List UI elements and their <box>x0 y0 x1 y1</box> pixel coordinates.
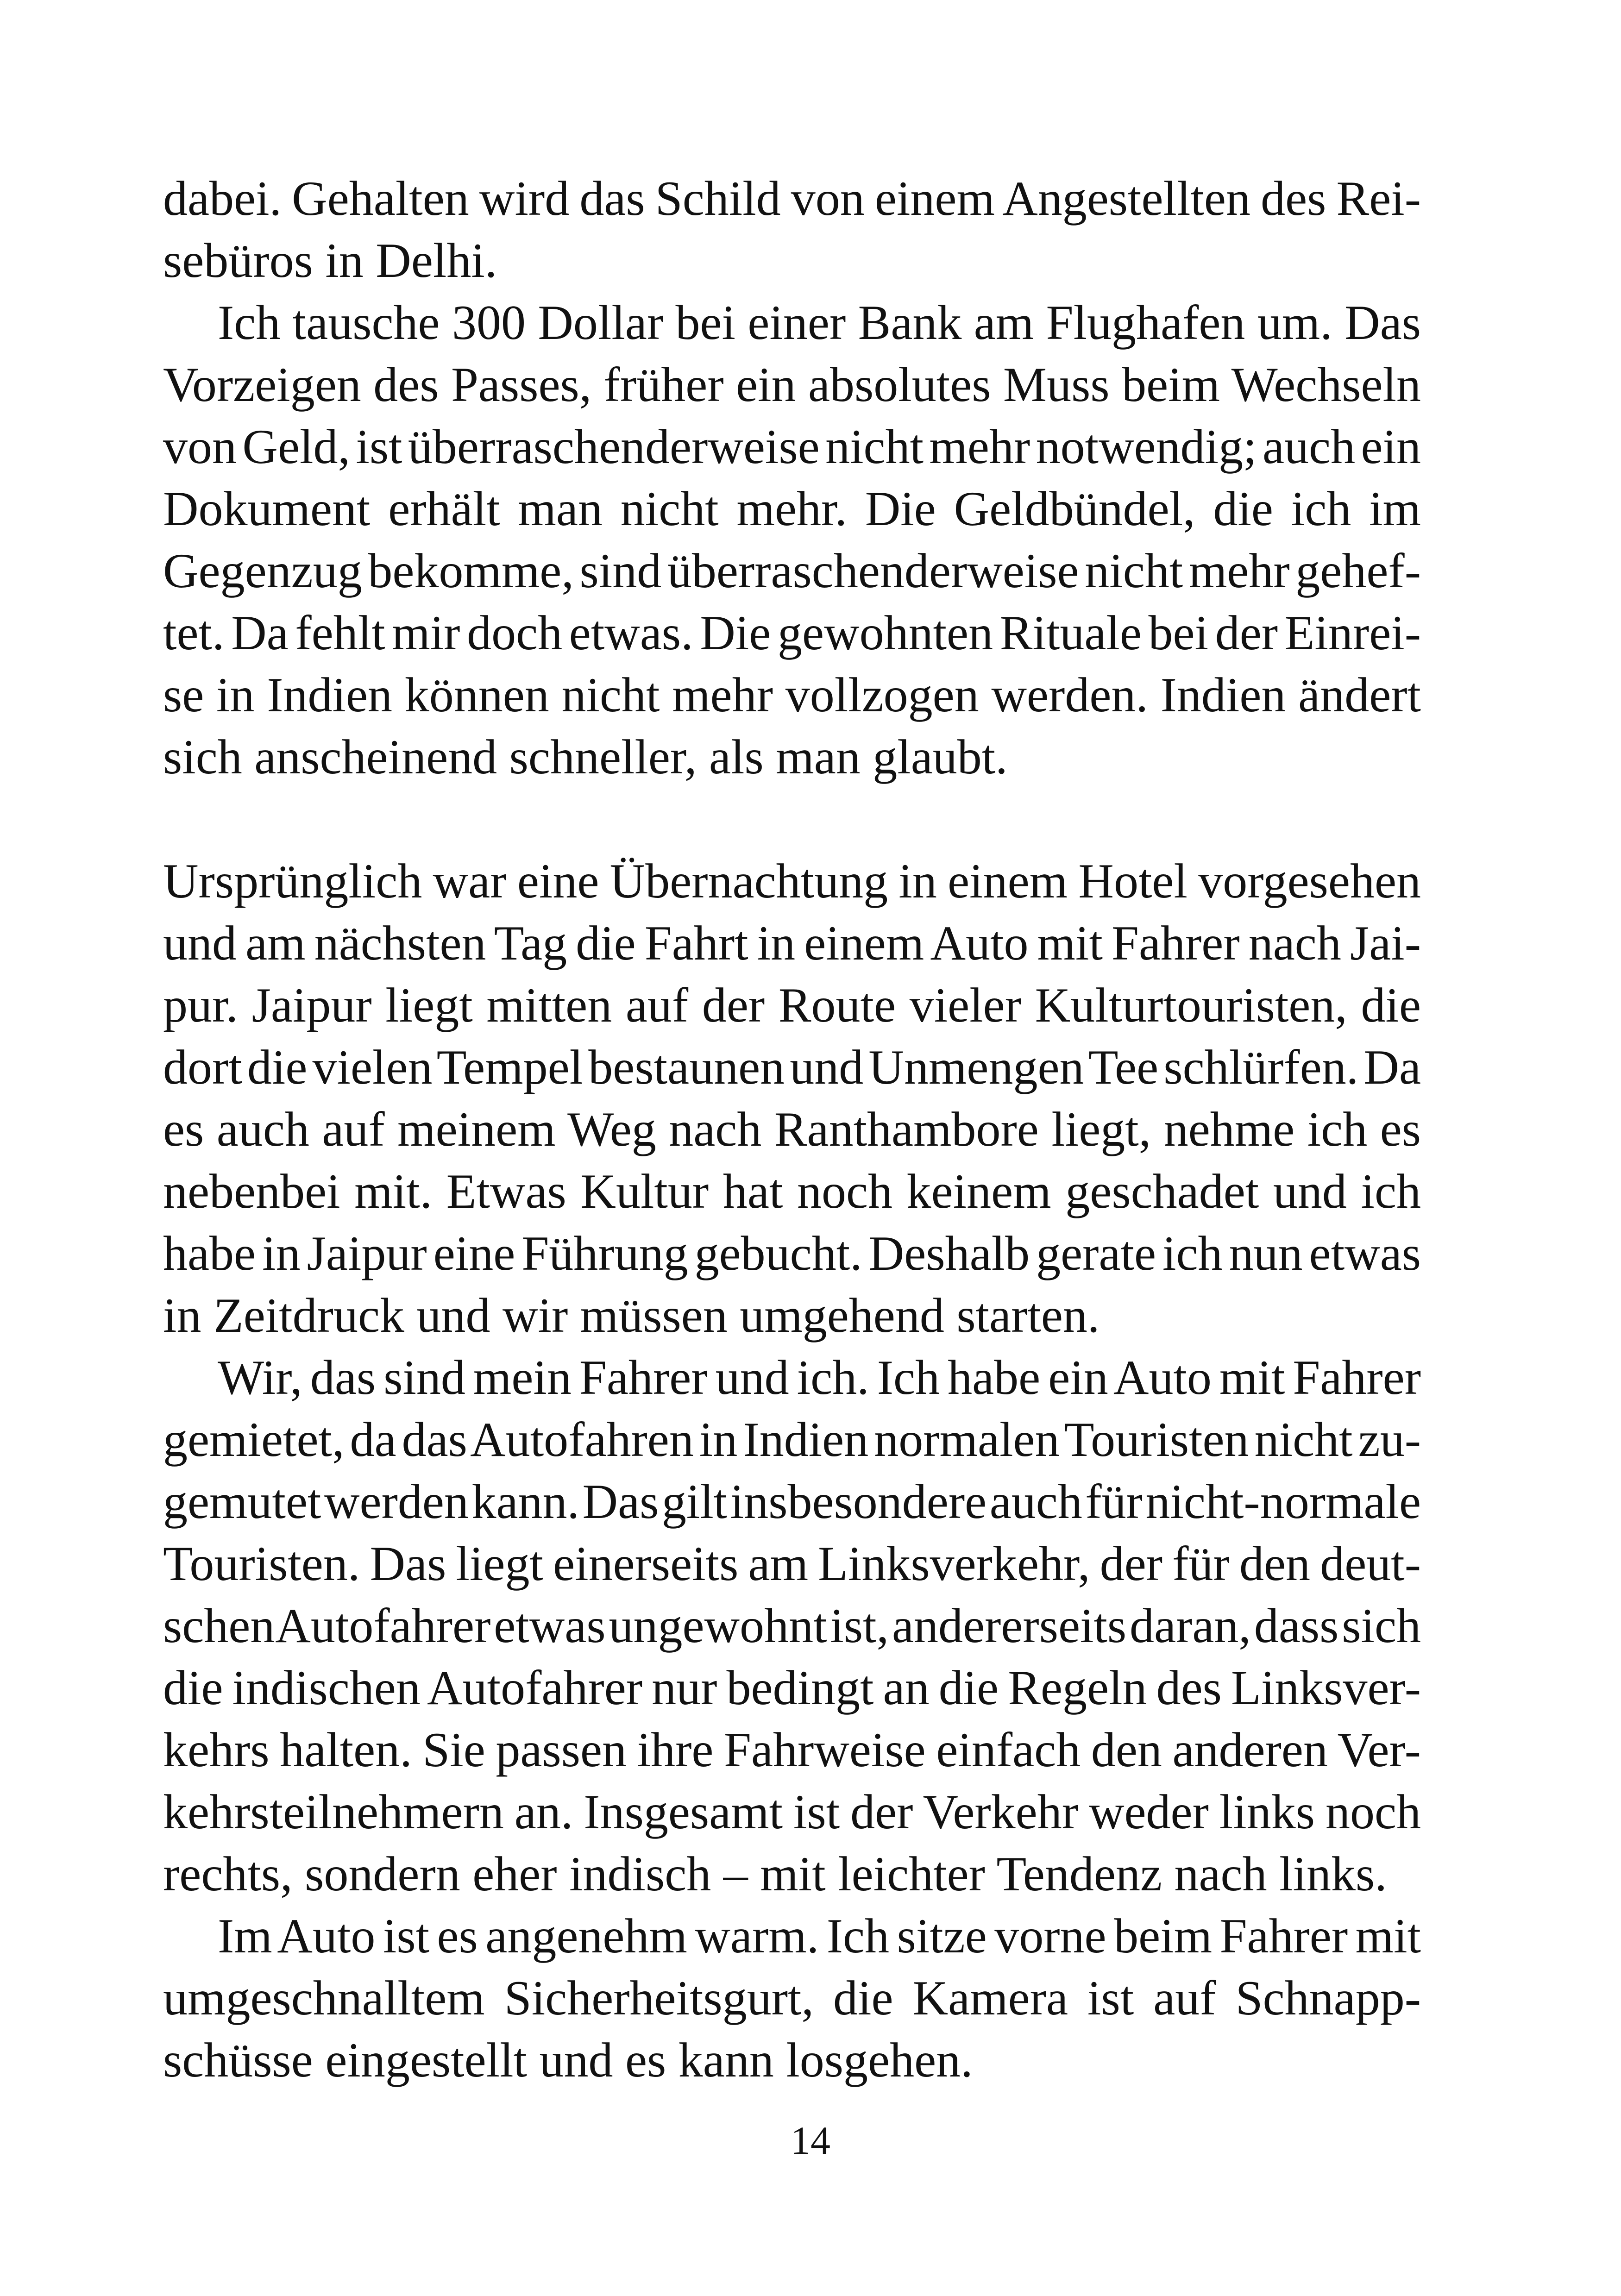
text-section-1 <box>163 168 1421 788</box>
text-line: Gegenzug bekomme, sind überraschenderweise nicht mehr gehef- <box>163 544 1421 598</box>
text-line: Ursprünglich war eine Übernachtung in einem Hotel vorgesehen <box>163 854 1421 908</box>
text-line: sich anscheinend schneller, als man glaubt. <box>163 730 1008 784</box>
text-line: die indischen Autofahrer nur bedingt an die Regeln des Linksver- <box>163 1661 1421 1715</box>
text-line: sebüros in Delhi. <box>163 233 497 288</box>
text-line: kehrs halten. Sie passen ihre Fahrweise einfach den anderen Ver- <box>163 1723 1421 1777</box>
text-line: Vorzeigen des Passes, früher ein absolutes Muss beim Wechseln <box>163 358 1421 412</box>
text-line: schen Autofahrer etwas ungewohnt ist, andererseits daran, dass sich <box>163 1599 1421 1653</box>
text-line: in Zeitdruck und wir müssen umgehend starten. <box>163 1288 1100 1342</box>
text-line: rechts, sondern eher indisch – mit leichter Tendenz nach links. <box>163 1847 1387 1901</box>
text-line: gemietet, da das Autofahren in Indien normalen Touristen nicht zu- <box>163 1412 1421 1467</box>
text-line: Ich tausche 300 Dollar bei einer Bank am Flughafen um. Das <box>218 295 1421 350</box>
text-line: es auch auf meinem Weg nach Ranthambore liegt, nehme ich es <box>163 1102 1421 1156</box>
text-line: pur. Jaipur liegt mitten auf der Route vieler Kulturtouristen, die <box>163 978 1421 1032</box>
text-line: kehrsteilnehmern an. Insgesamt ist der Verkehr weder links noch <box>163 1785 1421 1839</box>
text-line: dort die vielen Tempel bestaunen und Unmengen Tee schlürfen. Da <box>163 1040 1421 1094</box>
text-line: Touristen. Das liegt einerseits am Linksverkehr, der für den deut- <box>163 1537 1421 1591</box>
text-line: umgeschnalltem Sicherheitsgurt, die Kamera ist auf Schnapp- <box>163 1971 1421 2025</box>
text-line: se in Indien können nicht mehr vollzogen werden. Indien ändert <box>163 668 1421 722</box>
text-line: von Geld, ist überraschenderweise nicht mehr notwendig; auch ein <box>163 420 1421 474</box>
text-line: schüsse eingestellt und es kann losgehen. <box>163 2033 973 2087</box>
page-number: 14 <box>791 2118 830 2163</box>
text-line: Wir, das sind mein Fahrer und ich. Ich habe ein Auto mit Fahrer <box>218 1350 1421 1405</box>
text-line: dabei. Gehalten wird das Schild von einem Angestellten des Rei- <box>163 171 1421 226</box>
text-line: habe in Jaipur eine Führung gebucht. Deshalb gerate ich nun etwas <box>163 1226 1421 1280</box>
text-line: tet. Da fehlt mir doch etwas. Die gewohnten Rituale bei der Einrei- <box>163 606 1421 660</box>
text-section-2 <box>163 850 1421 2091</box>
text-line: Im Auto ist es angenehm warm. Ich sitze vorne beim Fahrer mit <box>218 1909 1421 1963</box>
text-line: nebenbei mit. Etwas Kultur hat noch keinem geschadet und ich <box>163 1164 1421 1218</box>
text-line: gemutet werden kann. Das gilt insbesondere auch für nicht-normale <box>163 1474 1421 1529</box>
text-line: Dokument erhält man nicht mehr. Die Geldbündel, die ich im <box>163 482 1421 536</box>
text-line: und am nächsten Tag die Fahrt in einem Auto mit Fahrer nach Jai- <box>163 916 1421 970</box>
